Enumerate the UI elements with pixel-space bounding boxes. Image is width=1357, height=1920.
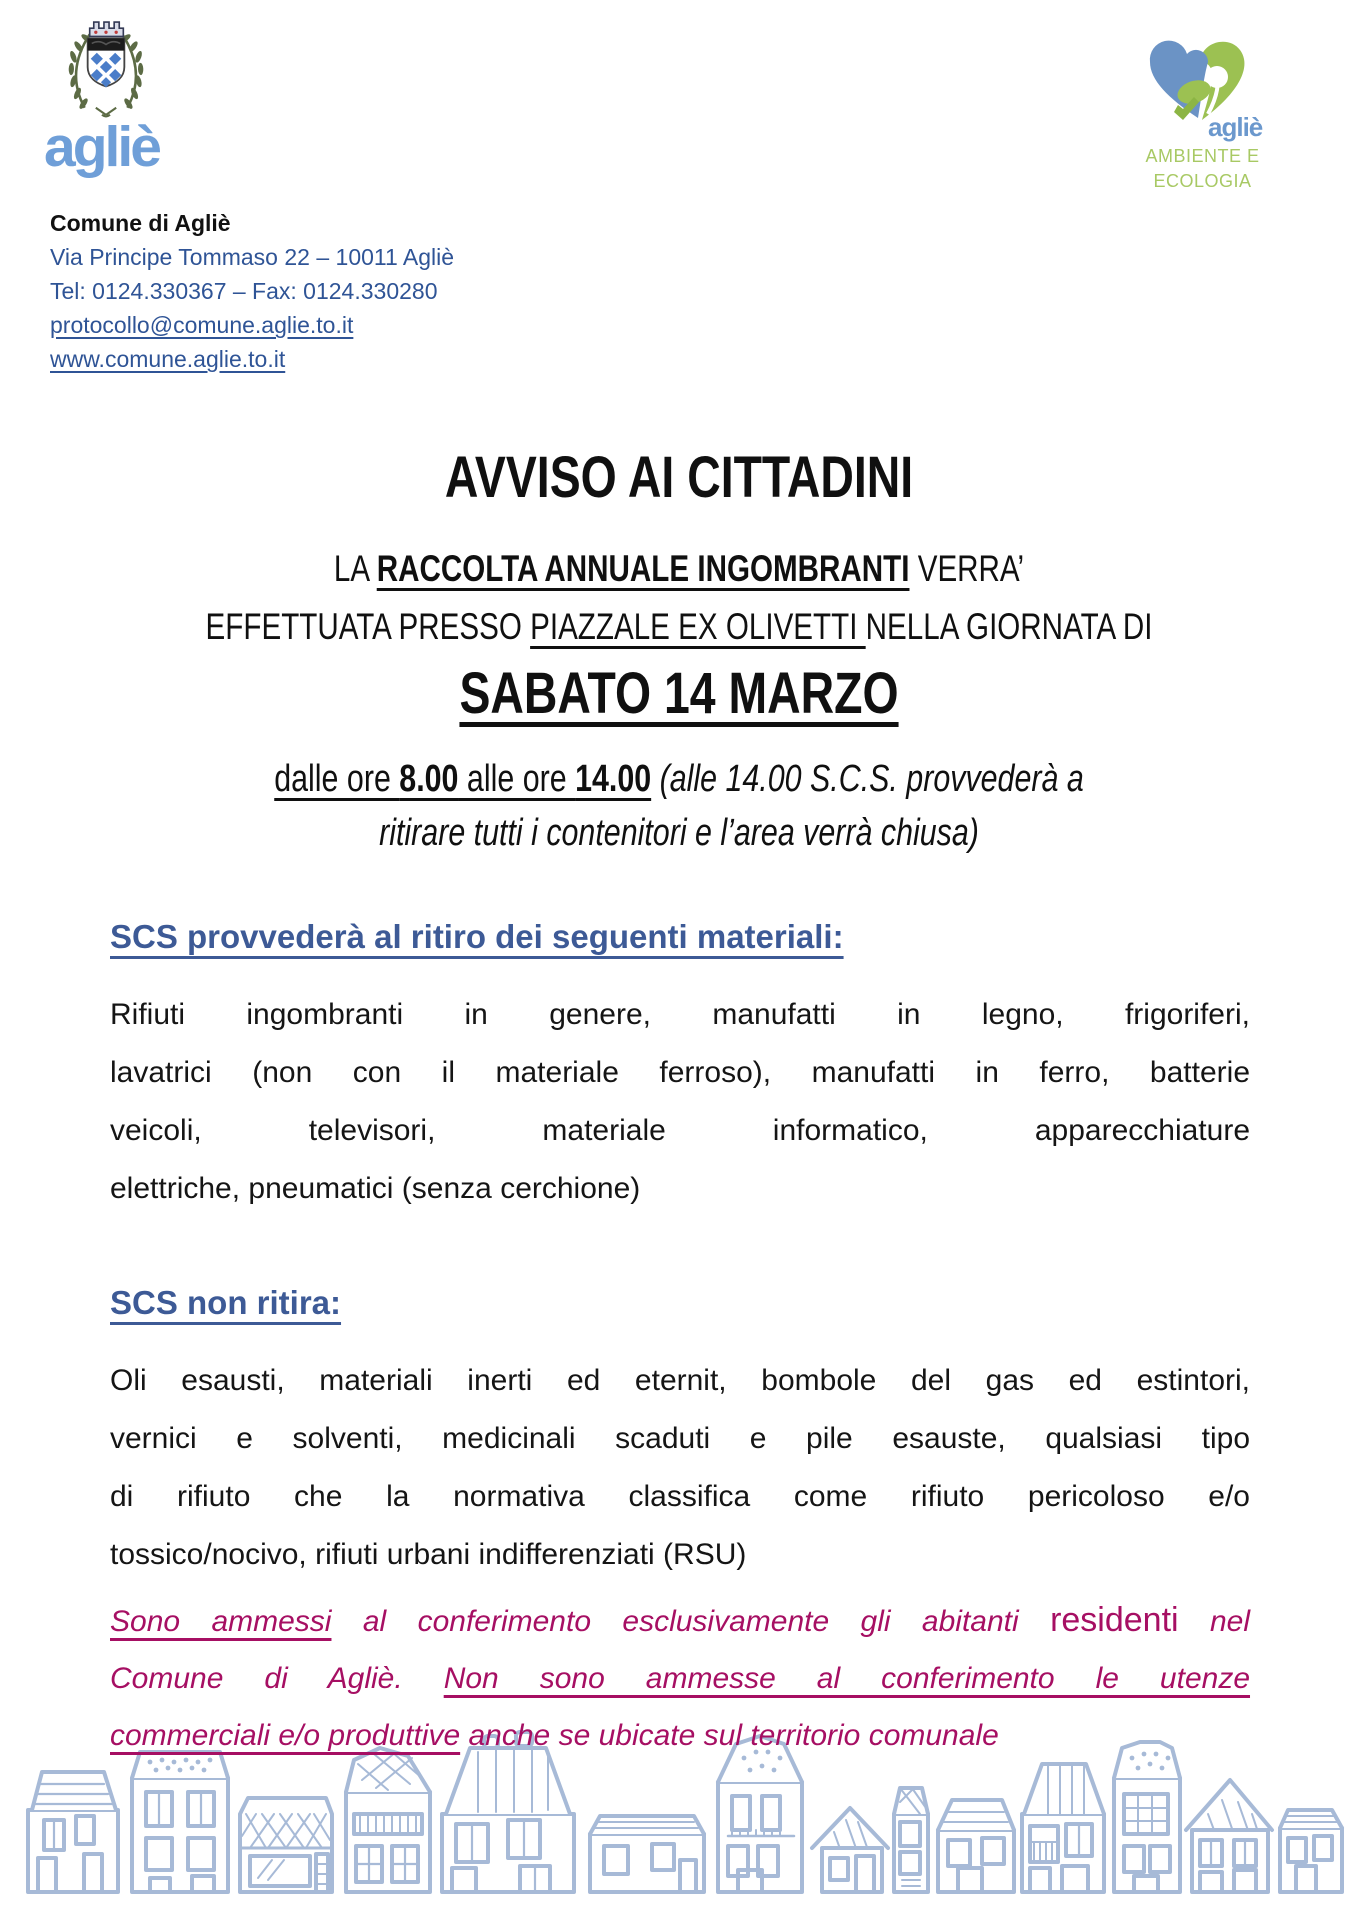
website-link[interactable]: www.comune.aglie.to.it xyxy=(50,346,286,372)
address-line: Via Principe Tommaso 22 – 10011 Agliè xyxy=(50,244,455,270)
eco-label-line2: ECOLOGIA xyxy=(1153,171,1252,191)
section1-heading: SCS provvederà al ritiro dei seguenti materiali: xyxy=(110,918,844,955)
eco-logo-label xyxy=(1120,144,1285,194)
contact-block xyxy=(50,206,454,376)
email-link[interactable]: protocollo@comune.aglie.to.it xyxy=(50,312,354,338)
notice-title: AVVISO AI CITTADINI xyxy=(444,445,914,510)
eco-logo-wordmark: agliè xyxy=(1208,112,1263,142)
eco-label-line1: AMBIENTE E xyxy=(1145,146,1260,166)
phone-fax-line: Tel: 0124.330367 – Fax: 0124.330280 xyxy=(50,278,438,304)
section1-body: Rifiuti ingombranti in genere, manufatti in legno, frigoriferi, lavatrici (non con il materiale ferroso), manufatti in ferro, batterie veicoli, televisori, materiale informatico, apparecchiature elettriche, pneumatici (senza cerchione) xyxy=(110,998,1250,1205)
notice-intro: LA RACCOLTA ANNUALE INGOMBRANTI VERRA’ EFFETTUATA PRESSO PIAZZALE EX OLIVETTI NELLA GIORNATA DI xyxy=(205,548,1153,647)
collection-date-text: SABATO 14 MARZO xyxy=(459,661,899,726)
aglie-wordmark: agliè xyxy=(44,115,159,179)
municipal-coat-of-arms-icon xyxy=(48,16,164,122)
admission-rules: Sono ammessi al conferimento esclusivamente gli abitanti residenti nel Comune di Agliè. Non sono ammesse al conferimento le utenze commerciali e/o produttive anche se ubicate sul territorio comunale xyxy=(110,1601,1251,1752)
collection-date xyxy=(79,660,1279,727)
section2-body: Oli esausti, materiali inerti ed eternit, bombole del gas ed estintori, vernici e solventi, medicinali scaduti e pile esauste, qualsiasi tipo di rifiuto che la normativa classifica come rifiuto pericoloso e/o tossico/nocivo, rifiuti urbani indifferenziati (RSU) xyxy=(110,1364,1250,1571)
collection-time: dalle ore 8.00 alle ore 14.00 (alle 14.00 S.C.S. provvederà a ritirare tutti i contenitori e l’area verrà chiusa) xyxy=(274,758,1084,854)
section2-heading: SCS non ritira: xyxy=(110,1284,342,1321)
org-name: Comune di Agliè xyxy=(50,210,231,236)
